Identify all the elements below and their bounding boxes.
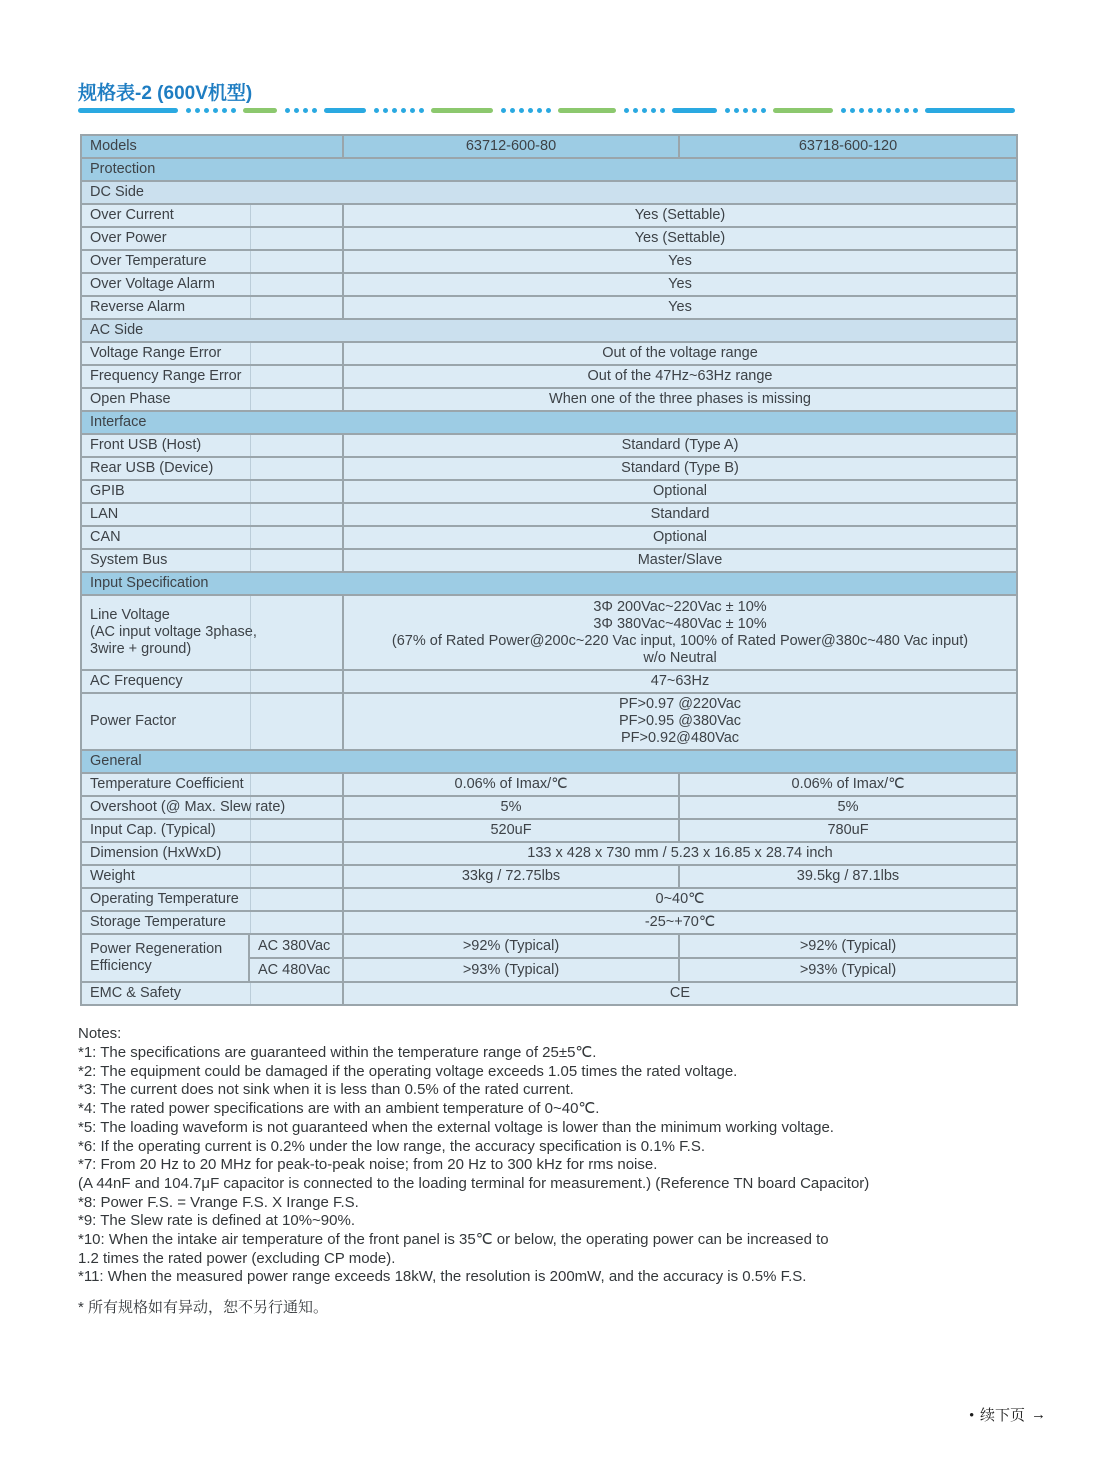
table-row bbox=[81, 296, 1017, 319]
row-value-col2-text: 5% bbox=[837, 799, 859, 815]
divider-dot bbox=[895, 108, 900, 113]
note-line: *2: The equipment could be damaged if the operating voltage exceeds 1.05 times the rated voltage. bbox=[78, 1062, 738, 1080]
model-column-1 bbox=[343, 135, 679, 158]
row-label-text: Operating Temperature bbox=[90, 891, 239, 907]
table-row bbox=[81, 181, 1017, 204]
row-value-text: Standard (Type B) bbox=[621, 460, 739, 476]
row-value-text: w/o Neutral bbox=[643, 649, 717, 666]
divider-dot bbox=[886, 108, 891, 113]
table-row bbox=[81, 227, 1017, 250]
row-value-text: PF>0.97 @220Vac bbox=[618, 696, 742, 712]
divider-dash bbox=[431, 108, 493, 113]
divider-dash bbox=[324, 108, 366, 113]
table-row bbox=[81, 273, 1017, 296]
row-label-text: Temperature Coefficient bbox=[90, 776, 244, 792]
table-row bbox=[81, 250, 1017, 273]
divider-dot bbox=[303, 108, 308, 113]
divider-dot bbox=[743, 108, 748, 113]
section-header bbox=[81, 572, 1017, 595]
row-value-text: Yes bbox=[668, 299, 692, 315]
section-header bbox=[81, 411, 1017, 434]
row-value-text: Out of the voltage range bbox=[602, 345, 758, 361]
row-value bbox=[343, 273, 1017, 296]
row-label-text: GPIB bbox=[90, 483, 125, 499]
row-value-col2-text: 39.5kg / 87.1lbs bbox=[796, 868, 900, 884]
divider-dot bbox=[761, 108, 766, 113]
divider-dot bbox=[904, 108, 909, 113]
section-header bbox=[81, 158, 1017, 181]
section-header-text: Interface bbox=[90, 414, 147, 430]
continue-next-page bbox=[969, 1404, 1045, 1425]
notes-block bbox=[78, 1024, 958, 1287]
divider-dot bbox=[841, 108, 846, 113]
divider-dots bbox=[285, 108, 317, 113]
divider-dash bbox=[672, 108, 717, 113]
table-row bbox=[81, 865, 1017, 888]
row-value-text: When one of the three phases is missing bbox=[549, 391, 811, 407]
row-value-col2 bbox=[679, 819, 1017, 842]
row-value bbox=[343, 503, 1017, 526]
models-label-text: Models bbox=[90, 138, 137, 154]
continue-label: 续下页 bbox=[979, 1407, 1025, 1424]
row-label-text: Over Current bbox=[90, 207, 174, 223]
row-value bbox=[343, 480, 1017, 503]
cn-disclaimer: * 所有规格如有异动，恕不另行通知。 bbox=[78, 1299, 329, 1316]
row-label-text: Rear USB (Device) bbox=[90, 460, 214, 476]
divider-dot bbox=[231, 108, 236, 113]
divider-dot bbox=[528, 108, 533, 113]
row-label bbox=[81, 595, 343, 670]
note-line: *3: The current does not sink when it is less than 0.5% of the rated current. bbox=[78, 1081, 574, 1099]
row-sublabel-text: AC 480Vac bbox=[258, 961, 331, 978]
row-label-text: Reverse Alarm bbox=[90, 299, 186, 315]
divider-dot bbox=[633, 108, 638, 113]
row-label-text: Power Regeneration bbox=[90, 941, 223, 957]
row-value-col2-text: >92% (Typical) bbox=[799, 937, 897, 954]
table-row bbox=[81, 934, 1017, 958]
table-row bbox=[81, 457, 1017, 480]
row-value-col1-text: 5% bbox=[500, 799, 522, 815]
row-value-col1-text: 520uF bbox=[490, 822, 532, 838]
divider-dot bbox=[624, 108, 629, 113]
row-value-text: 3Φ 200Vac~220Vac ± 10% bbox=[593, 598, 767, 615]
divider-dot bbox=[651, 108, 656, 113]
row-value-text: 3Φ 380Vac~480Vac ± 10% bbox=[593, 615, 767, 632]
row-label-text: Weight bbox=[90, 868, 135, 884]
section-header-text: Input Specification bbox=[90, 575, 209, 591]
row-label-text: Storage Temperature bbox=[90, 914, 226, 930]
row-value bbox=[343, 911, 1017, 934]
divider-dot bbox=[642, 108, 647, 113]
divider-dot bbox=[213, 108, 218, 113]
row-label bbox=[81, 819, 343, 842]
divider-dots bbox=[374, 108, 424, 113]
row-value-text: Optional bbox=[652, 529, 707, 545]
divider-dot bbox=[734, 108, 739, 113]
row-sublabel bbox=[249, 934, 343, 958]
row-value-text: Yes bbox=[668, 253, 692, 269]
note-line: *6: If the operating current is 0.2% under the low range, the accuracy specification is 0.1% F.S. bbox=[78, 1137, 706, 1155]
subsection-header-text: AC Side bbox=[90, 322, 144, 338]
decor-divider bbox=[78, 107, 1015, 113]
row-label bbox=[81, 934, 249, 982]
table-row bbox=[81, 595, 1017, 670]
row-label-text: 3wire + ground) bbox=[90, 641, 192, 657]
row-label-text: Open Phase bbox=[90, 391, 171, 407]
row-value-text: 133 x 428 x 730 mm / 5.23 x 16.85 x 28.74 inch bbox=[527, 845, 833, 861]
row-label-text: Voltage Range Error bbox=[90, 345, 222, 361]
row-label bbox=[81, 296, 343, 319]
row-label bbox=[81, 526, 343, 549]
row-value bbox=[343, 204, 1017, 227]
table-row bbox=[81, 549, 1017, 572]
row-label-text: Over Temperature bbox=[90, 253, 207, 269]
row-label bbox=[81, 670, 343, 693]
row-sublabel bbox=[249, 958, 343, 982]
row-value bbox=[343, 888, 1017, 911]
divider-dot bbox=[660, 108, 665, 113]
row-value bbox=[343, 693, 1017, 750]
row-value-text: 0~40℃ bbox=[655, 891, 705, 907]
divider-dot bbox=[204, 108, 209, 113]
row-label-text: Power Factor bbox=[90, 713, 177, 729]
table-row bbox=[81, 796, 1017, 819]
row-value-col1-text: 0.06% of Imax/℃ bbox=[454, 776, 568, 792]
section-header-text: General bbox=[90, 753, 142, 769]
row-label bbox=[81, 911, 343, 934]
table-row bbox=[81, 693, 1017, 750]
table-row bbox=[81, 365, 1017, 388]
row-label bbox=[81, 549, 343, 572]
row-value-text: PF>0.95 @380Vac bbox=[618, 713, 742, 729]
row-sublabel-text: AC 380Vac bbox=[258, 937, 331, 954]
row-label-text: CAN bbox=[90, 529, 121, 545]
table-row bbox=[81, 819, 1017, 842]
row-value bbox=[343, 670, 1017, 693]
divider-dot bbox=[294, 108, 299, 113]
divider-dot bbox=[186, 108, 191, 113]
row-value-text: Master/Slave bbox=[637, 552, 723, 568]
divider-dots bbox=[501, 108, 551, 113]
note-line: *10: When the intake air temperature of the front panel is 35℃ or below, the operating power can be increased to bbox=[78, 1231, 829, 1249]
row-value-col1-text: >92% (Typical) bbox=[462, 937, 560, 954]
row-value-col2-text: 780uF bbox=[827, 822, 869, 838]
row-value-col2 bbox=[679, 865, 1017, 888]
table-row bbox=[81, 319, 1017, 342]
divider-dot bbox=[877, 108, 882, 113]
row-value-text: Standard (Type A) bbox=[621, 437, 739, 453]
row-label bbox=[81, 457, 343, 480]
row-label bbox=[81, 796, 343, 819]
table-row bbox=[81, 982, 1017, 1005]
divider-dot bbox=[374, 108, 379, 113]
table-row bbox=[81, 773, 1017, 796]
note-line: *4: The rated power specifications are with an ambient temperature of 0~40℃. bbox=[78, 1100, 600, 1118]
row-value bbox=[343, 296, 1017, 319]
table-row bbox=[81, 888, 1017, 911]
row-value-text: PF>0.92@480Vac bbox=[620, 730, 740, 746]
row-label bbox=[81, 273, 343, 296]
note-line: *11: When the measured power range exceeds 18kW, the resolution is 200mW, and the accuracy is 0.5% F.S. bbox=[78, 1268, 807, 1286]
row-value-col1 bbox=[343, 773, 679, 796]
divider-dot bbox=[419, 108, 424, 113]
row-label bbox=[81, 204, 343, 227]
row-label-text: Line Voltage bbox=[90, 607, 170, 623]
row-label-text: Frequency Range Error bbox=[90, 368, 242, 384]
row-value-col2 bbox=[679, 958, 1017, 982]
table-row bbox=[81, 411, 1017, 434]
row-label bbox=[81, 227, 343, 250]
row-label bbox=[81, 250, 343, 273]
table-row bbox=[81, 842, 1017, 865]
row-value bbox=[343, 982, 1017, 1005]
divider-dots bbox=[186, 108, 236, 113]
row-value bbox=[343, 365, 1017, 388]
table-row bbox=[81, 135, 1017, 158]
row-label-text: Over Voltage Alarm bbox=[90, 276, 215, 292]
divider-dot bbox=[383, 108, 388, 113]
divider-dot bbox=[519, 108, 524, 113]
spec-table bbox=[80, 134, 1018, 1006]
bullet-icon: • bbox=[969, 1407, 974, 1422]
divider-dash bbox=[243, 108, 277, 113]
subsection-header bbox=[81, 319, 1017, 342]
row-label-text: System Bus bbox=[90, 552, 168, 568]
row-value-col2-text: 0.06% of Imax/℃ bbox=[791, 776, 905, 792]
model-column-2 bbox=[679, 135, 1017, 158]
row-value-text: -25~+70℃ bbox=[644, 914, 716, 930]
table-row bbox=[81, 342, 1017, 365]
divider-dash bbox=[558, 108, 616, 113]
divider-dot bbox=[868, 108, 873, 113]
note-line: (A 44nF and 104.7μF capacitor is connected to the loading terminal for measurement.) (Reference TN board Capacitor) bbox=[78, 1174, 870, 1192]
row-label bbox=[81, 503, 343, 526]
row-value bbox=[343, 842, 1017, 865]
row-value bbox=[343, 595, 1017, 670]
row-label-text: Efficiency bbox=[90, 958, 152, 974]
table-row bbox=[81, 158, 1017, 181]
row-value bbox=[343, 250, 1017, 273]
divider-dot bbox=[537, 108, 542, 113]
row-label bbox=[81, 388, 343, 411]
divider-dot bbox=[725, 108, 730, 113]
row-value bbox=[343, 526, 1017, 549]
row-label bbox=[81, 434, 343, 457]
divider-dash bbox=[773, 108, 833, 113]
row-label bbox=[81, 773, 343, 796]
row-label bbox=[81, 342, 343, 365]
divider-dots bbox=[841, 108, 918, 113]
divider-dot bbox=[913, 108, 918, 113]
row-value-text: Optional bbox=[652, 483, 707, 499]
row-value bbox=[343, 434, 1017, 457]
row-value bbox=[343, 549, 1017, 572]
right-arrow-icon: → bbox=[1031, 1406, 1045, 1423]
row-value bbox=[343, 457, 1017, 480]
row-value bbox=[343, 388, 1017, 411]
divider-dot bbox=[195, 108, 200, 113]
row-label bbox=[81, 365, 343, 388]
page-title: 规格表-2 (600V机型) bbox=[78, 83, 253, 104]
row-value-col2 bbox=[679, 773, 1017, 796]
row-label bbox=[81, 842, 343, 865]
row-value-text: 47~63Hz bbox=[650, 673, 710, 689]
row-label-text: Front USB (Host) bbox=[90, 437, 202, 453]
row-label-text: Dimension (HxWxD) bbox=[90, 845, 222, 861]
model-column-1-text: 63712-600-80 bbox=[465, 138, 557, 154]
divider-dots bbox=[624, 108, 665, 113]
table-row bbox=[81, 204, 1017, 227]
divider-dot bbox=[222, 108, 227, 113]
row-value-text: Out of the 47Hz~63Hz range bbox=[587, 368, 773, 384]
table-row bbox=[81, 526, 1017, 549]
divider-dot bbox=[401, 108, 406, 113]
subsection-header bbox=[81, 181, 1017, 204]
divider-dot bbox=[501, 108, 506, 113]
divider-dot bbox=[392, 108, 397, 113]
row-value-text: Yes bbox=[668, 276, 692, 292]
row-value-col2 bbox=[679, 934, 1017, 958]
row-label-text: EMC & Safety bbox=[90, 985, 182, 1001]
divider-dot bbox=[546, 108, 551, 113]
table-row bbox=[81, 670, 1017, 693]
row-value-col1 bbox=[343, 865, 679, 888]
row-label bbox=[81, 693, 343, 750]
divider-dot bbox=[410, 108, 415, 113]
row-value-text: Yes (Settable) bbox=[634, 207, 726, 223]
row-label-text: (AC input voltage 3phase, bbox=[90, 624, 257, 640]
row-value-col2-text: >93% (Typical) bbox=[799, 961, 897, 978]
row-label-text: Overshoot (@ Max. Slew rate) bbox=[90, 799, 286, 815]
row-value-text: Yes (Settable) bbox=[634, 230, 726, 246]
table-row bbox=[81, 434, 1017, 457]
table-row bbox=[81, 503, 1017, 526]
divider-dash bbox=[925, 108, 1015, 113]
row-value-col1 bbox=[343, 958, 679, 982]
note-line: *1: The specifications are guaranteed within the temperature range of 25±5℃. bbox=[78, 1044, 597, 1061]
divider-dot bbox=[312, 108, 317, 113]
divider-dot bbox=[285, 108, 290, 113]
notes-heading: Notes: bbox=[78, 1025, 122, 1042]
models-label bbox=[81, 135, 343, 158]
note-line: 1.2 times the rated power (excluding CP mode). bbox=[78, 1249, 396, 1267]
row-value-col1 bbox=[343, 819, 679, 842]
row-value-text: CE bbox=[669, 985, 691, 1001]
row-value-col1 bbox=[343, 934, 679, 958]
table-row bbox=[81, 911, 1017, 934]
row-label bbox=[81, 480, 343, 503]
model-column-2-text: 63718-600-120 bbox=[798, 138, 898, 154]
row-value-text: Standard bbox=[650, 506, 710, 522]
section-header-text: Protection bbox=[90, 161, 156, 177]
divider-dash bbox=[78, 108, 178, 113]
row-label-text: Over Power bbox=[90, 230, 167, 246]
note-line: *7: From 20 Hz to 20 MHz for peak-to-peak noise; from 20 Hz to 300 kHz for rms noise. bbox=[78, 1156, 658, 1174]
row-value-text: (67% of Rated Power@200c~220 Vac input, 100% of Rated Power@380c~480 Vac input) bbox=[391, 632, 969, 649]
divider-dot bbox=[752, 108, 757, 113]
section-header bbox=[81, 750, 1017, 773]
notes-lines bbox=[78, 1044, 958, 1287]
row-label bbox=[81, 888, 343, 911]
divider-dot bbox=[510, 108, 515, 113]
note-line: *9: The Slew rate is defined at 10%~90%. bbox=[78, 1212, 355, 1230]
note-line: *8: Power F.S. = Vrange F.S. X Irange F.S. bbox=[78, 1193, 359, 1211]
row-value-col1 bbox=[343, 796, 679, 819]
row-value-col1-text: 33kg / 72.75lbs bbox=[461, 868, 561, 884]
row-label-text: LAN bbox=[90, 506, 119, 522]
subsection-header-text: DC Side bbox=[90, 184, 144, 200]
table-row bbox=[81, 388, 1017, 411]
row-value-col2 bbox=[679, 796, 1017, 819]
row-label bbox=[81, 982, 343, 1005]
note-line: *5: The loading waveform is not guaranteed when the external voltage is lower than the minimum working voltage. bbox=[78, 1118, 834, 1136]
table-row bbox=[81, 572, 1017, 595]
row-value bbox=[343, 227, 1017, 250]
row-value-col1-text: >93% (Typical) bbox=[462, 961, 560, 978]
row-value bbox=[343, 342, 1017, 365]
table-row bbox=[81, 750, 1017, 773]
row-label-text: AC Frequency bbox=[90, 673, 183, 689]
row-label bbox=[81, 865, 343, 888]
divider-dots bbox=[725, 108, 766, 113]
row-label-text: Input Cap. (Typical) bbox=[90, 822, 216, 838]
table-row bbox=[81, 480, 1017, 503]
divider-dot bbox=[850, 108, 855, 113]
divider-dot bbox=[859, 108, 864, 113]
